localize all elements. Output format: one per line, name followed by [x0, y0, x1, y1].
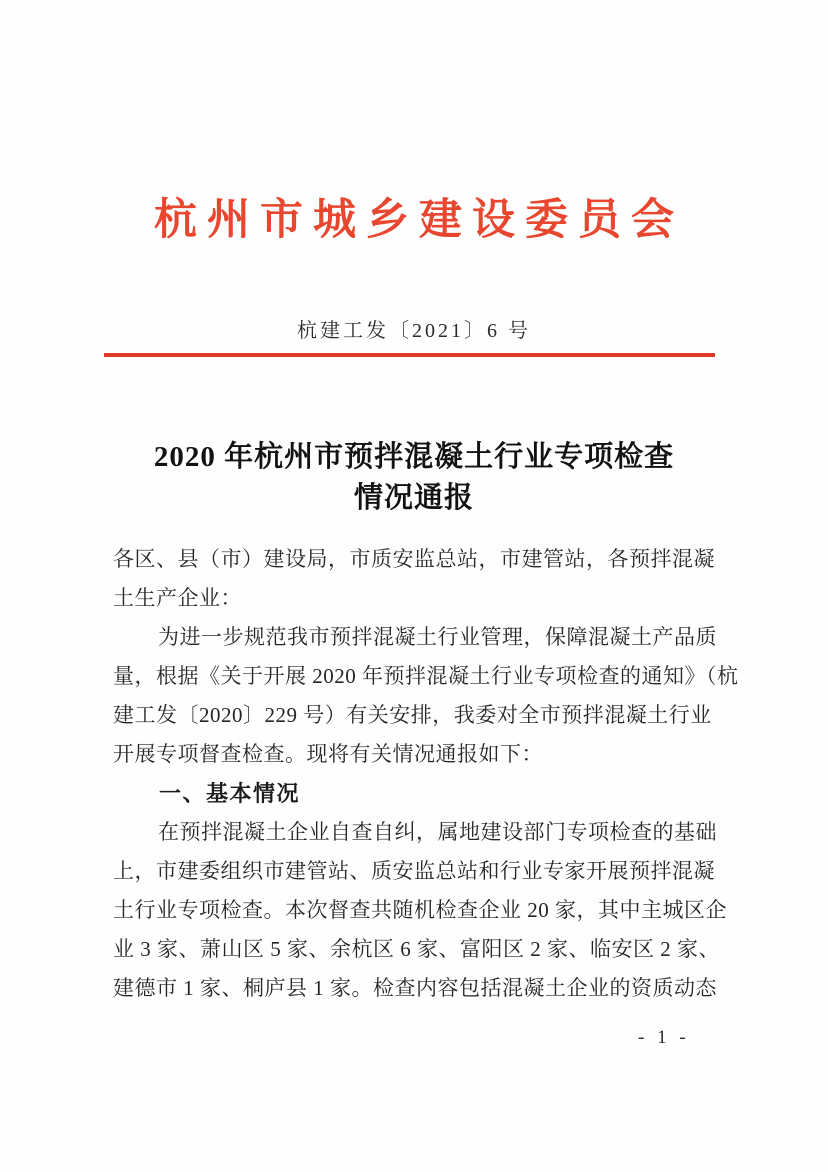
- text-line: 各区、县（市）建设局，市质安监总站，市建管站，各预拌混凝: [113, 547, 715, 571]
- text-line: 情况通报: [353, 482, 474, 514]
- agency-masthead: 杭州市城乡建设委员会: [154, 197, 684, 244]
- text-line: 量，根据《关于开展 2020 年预拌混凝土行业专项检查的通知》（杭: [113, 664, 739, 688]
- document-body: [113, 540, 739, 1008]
- text-line: 业 3 家、萧山区 5 家、余杭区 6 家、富阳区 2 家、临安区 2 家、: [113, 937, 720, 961]
- document-title: [0, 437, 828, 519]
- text-line: 上，市建委组织市建管站、质安监总站和行业专家开展预拌混凝: [113, 859, 715, 883]
- red-divider-rule: [104, 353, 715, 357]
- text-line: 建德市 1 家、桐庐县 1 家。检查内容包括混凝土企业的资质动态: [113, 976, 717, 1000]
- intro-paragraph: [113, 618, 739, 774]
- text-line: 建工发〔2020〕229 号）有关安排，我委对全市预拌混凝土行业: [113, 703, 712, 727]
- doc-number: 杭建工发〔2021〕6 号: [297, 320, 531, 342]
- text-line: 土生产企业：: [113, 586, 242, 610]
- text-line: 2020 年杭州市预拌混凝土行业专项检查: [153, 441, 675, 473]
- salutation-paragraph: [113, 540, 715, 618]
- section1-paragraph: [113, 813, 727, 1008]
- text-line: 开展专项督查检查。现将有关情况通报如下：: [113, 742, 543, 766]
- section-heading-1: 一、基本情况: [159, 781, 301, 806]
- text-line: 在预拌混凝土企业自查自纠，属地建设部门专项检查的基础: [158, 820, 717, 844]
- text-line: 为进一步规范我市预拌混凝土行业管理，保障混凝土产品质: [158, 625, 717, 649]
- text-line: 土行业专项检查。本次督查共随机检查企业 20 家，其中主城区企: [113, 898, 727, 922]
- page-number: - 1 -: [638, 1027, 690, 1048]
